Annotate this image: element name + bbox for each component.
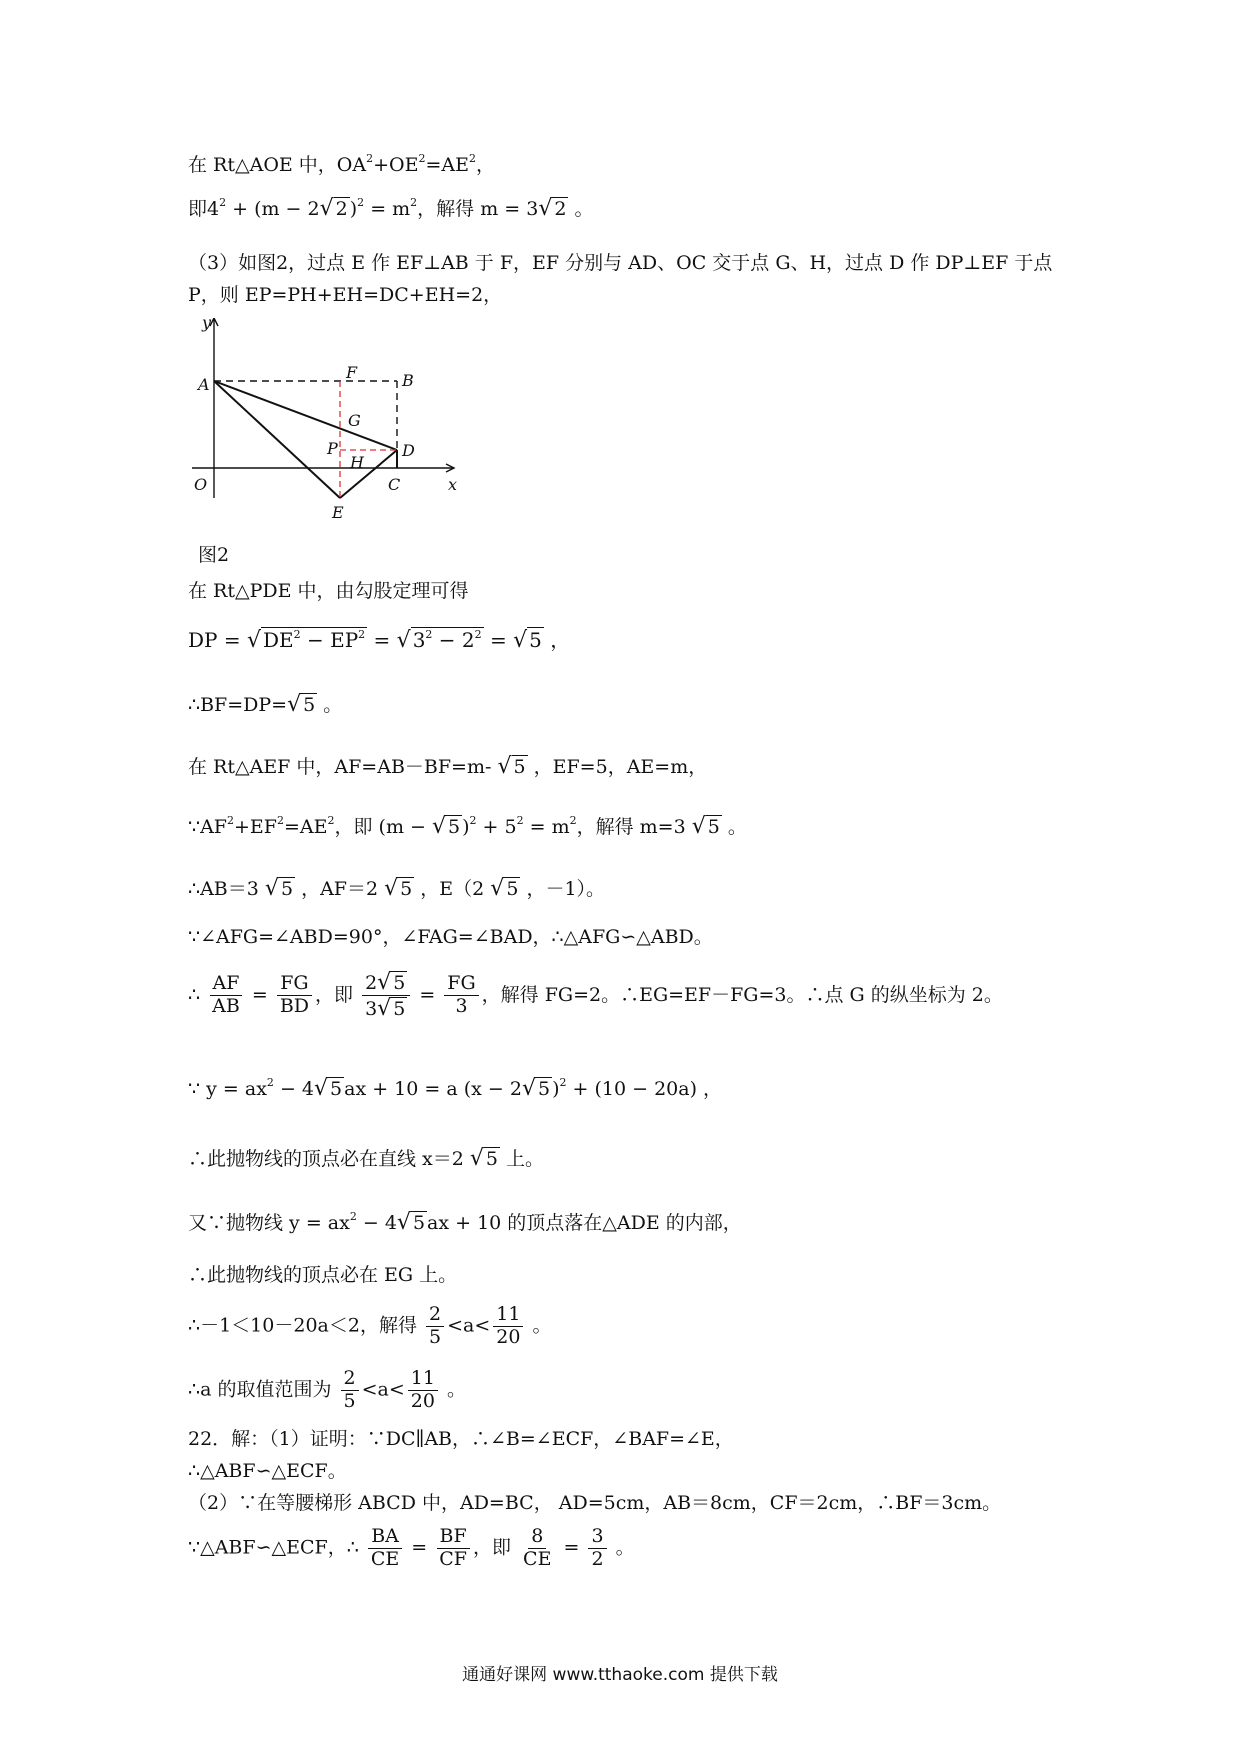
label-D: D [402,441,415,460]
solution-line-16: ∴此抛物线的顶点必在 EG 上。 [188,1264,458,1286]
solution-line-8: 在 Rt△AEF 中，AF=AB－BF=m- √ 5 ，EF=5，AE=m， [188,754,708,779]
solution-line-9: $\because AF^2+EF^2=AE^2$，即 (m − √ 5 )$^2 + 5^2 = m^2$，解得 m=3 √ 5 。 [188,814,747,839]
solution-line-20: ∴△ABF∽△ECF。 [188,1460,347,1482]
geometry-figure-2 [192,318,472,540]
solution-line-3: （3）如图2，过点 E 作 EF⊥AB 于 F，EF 分别与 AD、OC 交于点 G、H，过点 D 作 DP⊥EF 于点 [188,252,1053,274]
solution-line-2: 即$4^2 + (m - 2√$ 2 )$^2 = m^2$，解得 m = 3√ 2 。 [188,196,594,221]
solution-line-6: DP = √ $DE^2 - EP^2$ = √ $3^2 - 2^2$ = √ 5 ， [188,628,571,653]
solution-line-21: （2）∵在等腰梯形 ABCD 中，AD=BC， AD=5cm，AB＝8cm，CF＝2cm，∴BF＝3cm。 [188,1492,1002,1514]
label-y: y [202,318,212,332]
label-H: H [350,453,364,472]
solution-line-13: ∵ $y = ax^2 - 4√$ 5 ax + 10 = a (x − 2√ 5 )$^2$ + (10 − 20a) ， [188,1076,723,1101]
figure-caption: 图2 [198,544,230,566]
solution-line-12: ∴ $\frac{AF}{AB}$ = $\frac{FG}{BD}$ ，即 $\frac{2√ 5}{3√ 5}$ = $\frac{FG}{3}$ ，解得 FG=2。∴EG=EF－FG=3。∴点 G 的纵坐标为 2。 [188,970,1003,1022]
solution-line-15: 又∵抛物线 $y = ax^2 - 4√$ 5 ax + 10 的顶点落在△ADE 的内部， [188,1210,742,1235]
solution-line-4: P，则 EP=PH+EH=DC+EH=2， [188,284,503,306]
segment-AE [214,381,340,498]
solution-line-7: ∴BF=DP=√ 5 。 [188,692,343,717]
solution-line-11: ∵∠AFG=∠ABD=90°，∠FAG=∠BAD，∴△AFG∽△ABD。 [188,926,713,948]
solution-line-18: ∴a 的取值范围为 $\frac{2}{5}$ <a< $\frac{11}{20}$ 。 [188,1367,466,1412]
label-B: B [402,371,414,390]
solution-line-1: 在 Rt△AOE 中，$OA^2+OE^2=AE^2$， [188,152,496,176]
solution-line-19: 22．解：（1）证明：∵DC∥AB，∴∠B=∠ECF，∠BAF=∠E， [188,1428,734,1450]
label-C: C [388,475,401,494]
label-x: x [448,475,458,494]
solution-line-14: ∴此抛物线的顶点必在直线 x＝2 √ 5 上。 [188,1146,545,1171]
label-P: P [327,439,338,458]
label-O: O [194,475,208,494]
segment-AD [214,381,397,450]
label-A: A [198,375,210,394]
solution-line-22: ∵△ABF∽△ECF，∴ $\frac{BA}{CE}$ = $\frac{BF}{CF}$ ，即 $\frac{8}{CE}$ = $\frac{3}{2}$ 。 [188,1525,635,1570]
label-F: F [346,363,358,382]
page-footer: 通通好课网 www.tthaoke.com 提供下载 [462,1665,778,1685]
solution-line-5: 在 Rt△PDE 中，由勾股定理可得 [188,580,469,602]
label-G: G [348,411,361,430]
solution-line-17: ∴－1＜10－20a＜2，解得 $\frac{2}{5}$ <a< $\frac{11}{20}$ 。 [188,1303,552,1348]
sqrt-symbol: √ 2 [319,196,348,221]
solution-line-10: ∴AB＝3 √ 5 ，AF＝2 √ 5 ，E（2 √ 5 ，－1）。 [188,876,606,901]
label-E: E [332,503,344,522]
